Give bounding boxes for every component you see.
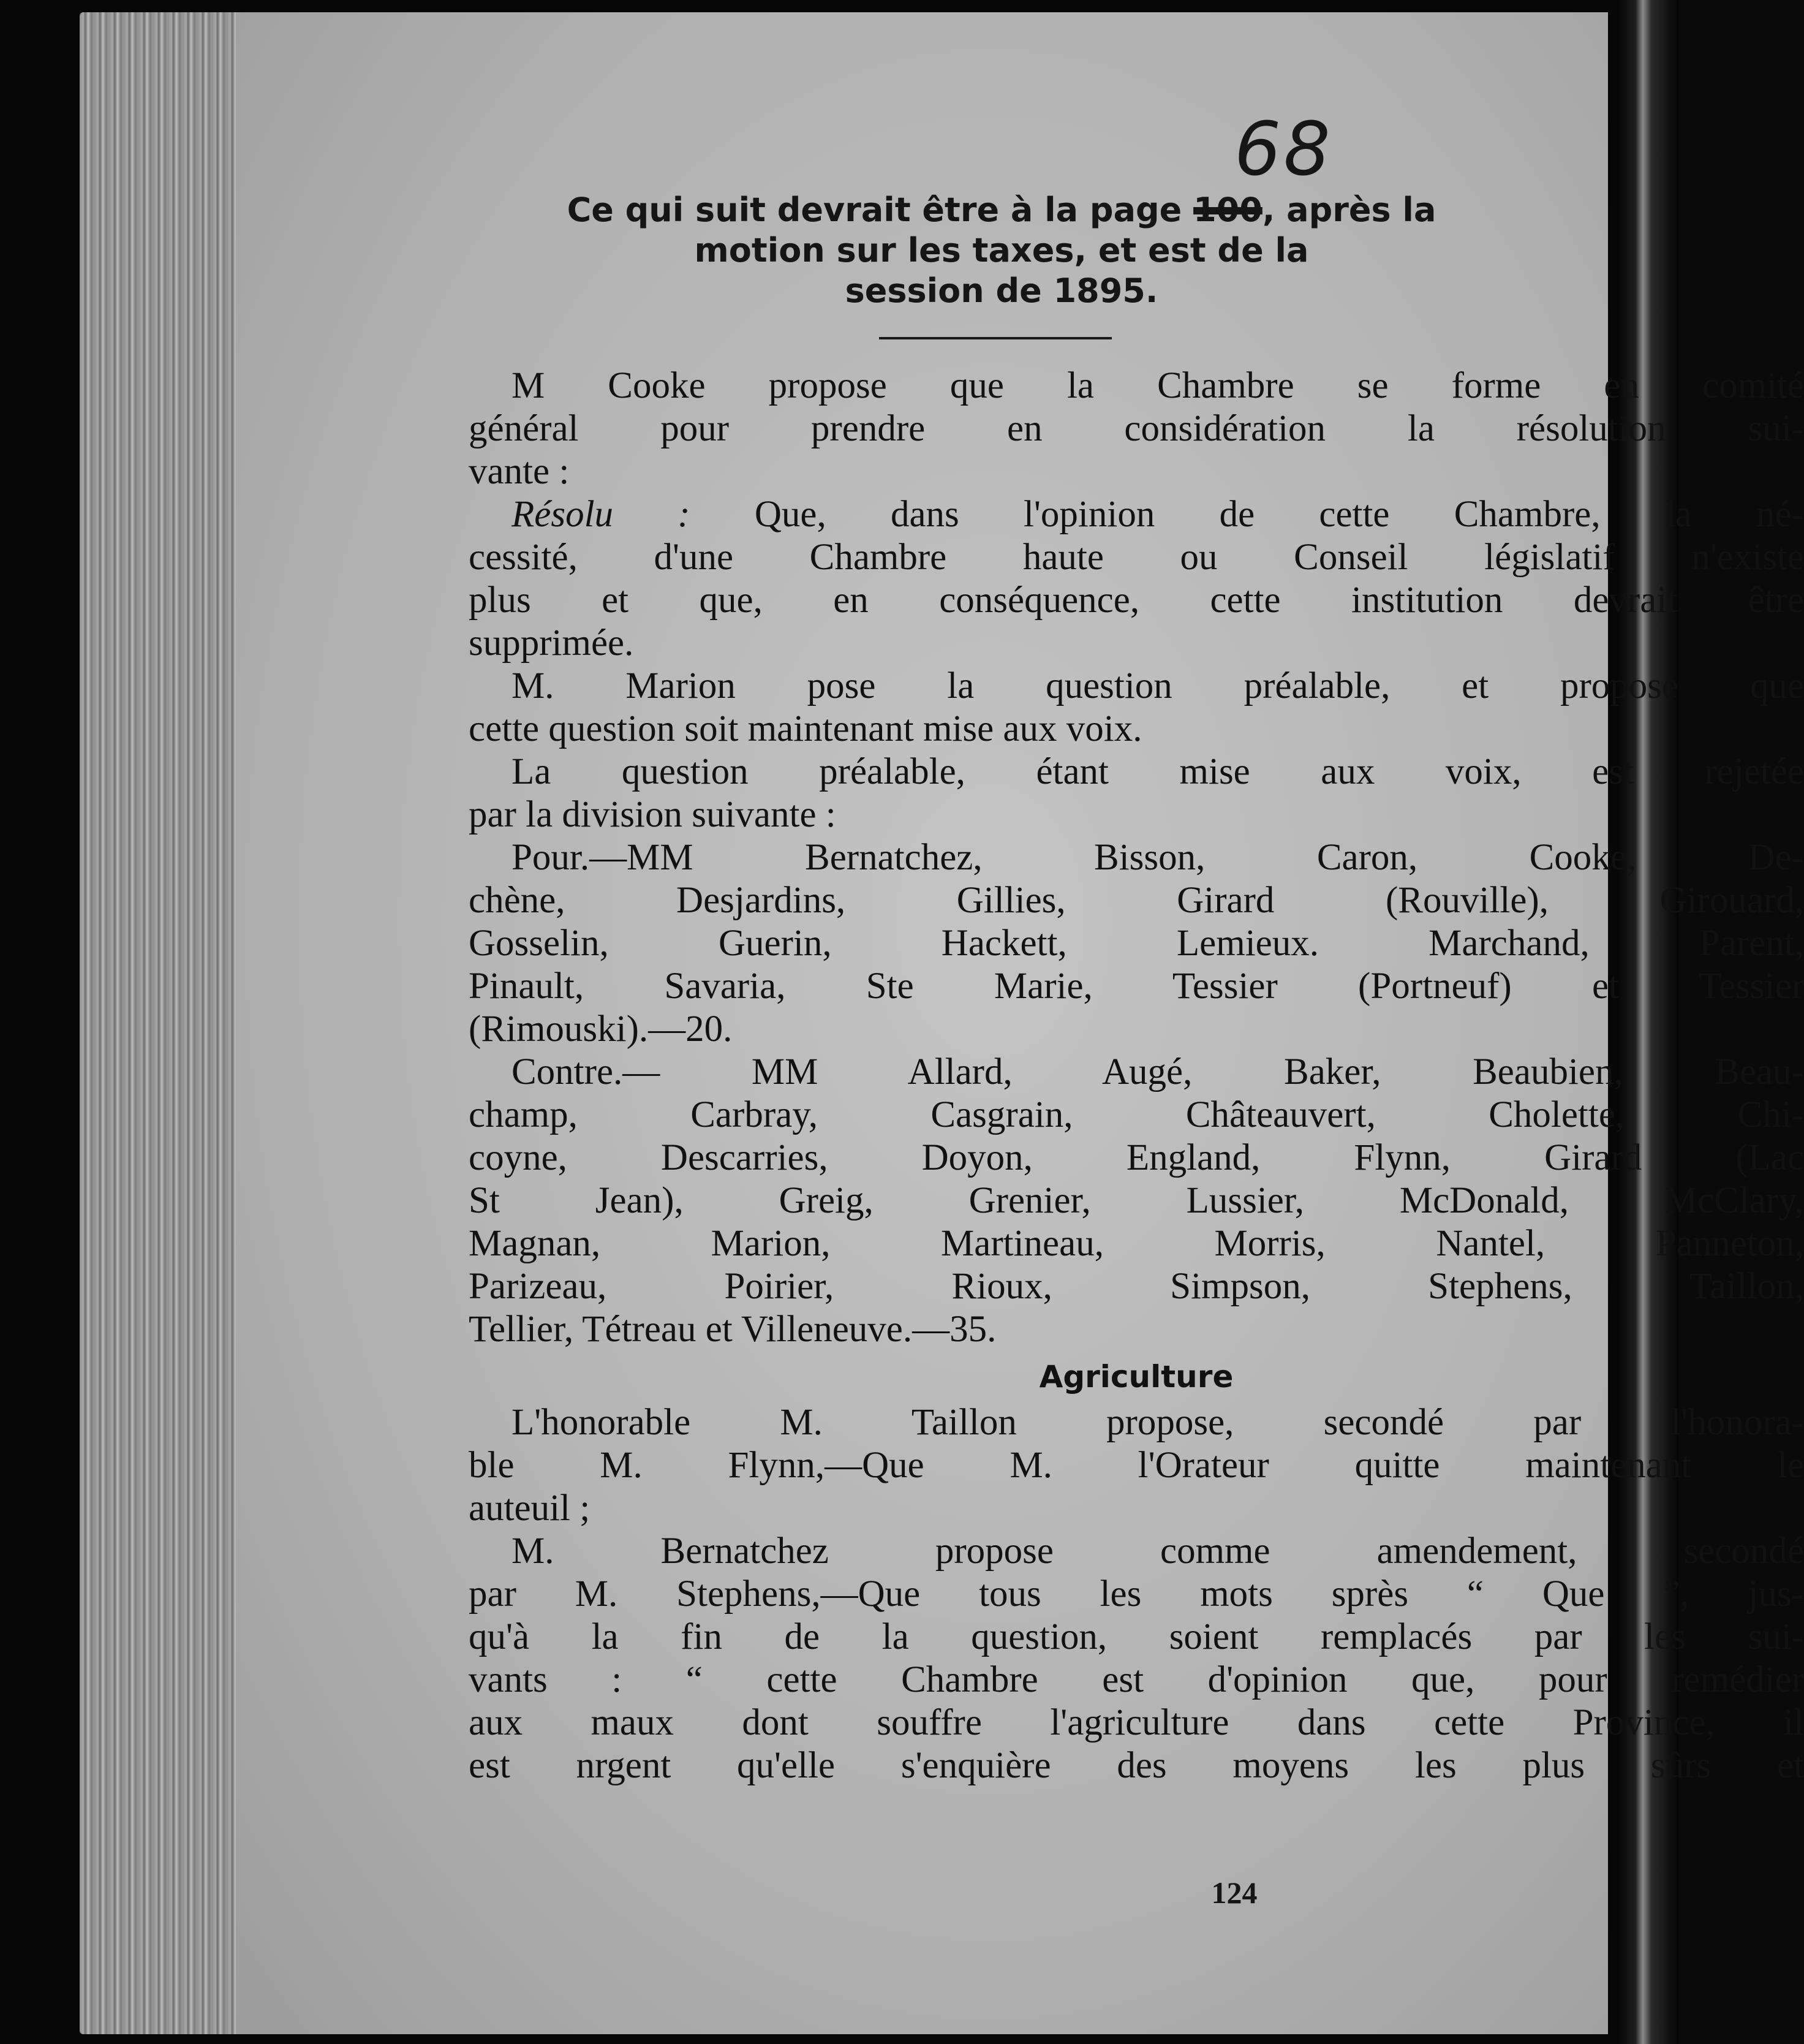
text-line: qu'à la fin de la question, soient remplacés par les sui- [469,1616,1804,1657]
stacked-page-edges [80,12,245,2034]
text-line: St Jean), Greig, Grenier, Lussier, McDonald, McClary, [469,1180,1804,1221]
text-line: est nrgent qu'elle s'enquière des moyens les plus sûrs et [469,1745,1804,1786]
struck-page-number: 100 [1193,191,1262,229]
text-line: aux maux dont souffre l'agriculture dans cette Province, il [469,1702,1804,1743]
text-line: La question préalable, étant mise aux voix, est rejetée [511,751,1804,792]
paragraph-resolu [469,493,1804,665]
page-number: 124 [1211,1876,1258,1910]
text-line: vants : “ cette Chambre est d'opinion que, pour remédier [469,1659,1804,1700]
text-line: supprimée. [469,623,634,664]
heading-line-1: Ce qui suit devrait être à la page 100, après la [567,191,1436,229]
text-line: Résolu : Que, dans l'opinion de cette Chambre, la né- [511,494,1804,535]
document-page [236,12,1804,2034]
text-line: M. Marion pose la question préalable, et propose que [511,665,1804,706]
notice-heading [420,190,1583,311]
paragraph-bernatchez [469,1530,1804,1787]
text-line: coyne, Descarries, Doyon, England, Flynn, Girard (Lac [469,1137,1804,1178]
handwritten-page-number: 68 [1234,107,1333,192]
text-line: général pour prendre en considération la résolution sui- [469,408,1804,449]
body-text [469,365,1804,1787]
text-line: vante : [469,451,570,492]
paragraph-contre-vote [469,1051,1804,1351]
text-line: plus et que, en conséquence, cette institution devrait être [469,580,1804,621]
text-line: L'honorable M. Taillon propose, secondé par l'honora- [511,1402,1804,1443]
text-line: M Cooke propose que la Chambre se forme en comité [511,365,1804,406]
paragraph-taillon [469,1401,1804,1530]
text-line: Contre.— MM Allard, Augé, Baker, Beaubien, Beau- [511,1051,1804,1092]
paragraph-pour-vote [469,836,1804,1051]
agriculture-heading: Agriculture [1039,1359,1234,1395]
text-line: par la division suivante : [469,794,836,835]
heading-divider [879,337,1112,339]
text-line: cessité, d'une Chambre haute ou Conseil législatif n'existe [469,537,1804,578]
text-line: par M. Stephens,—Que tous les mots sprès “ Que ”, jus- [469,1573,1804,1614]
text-line: Pinault, Savaria, Ste Marie, Tessier (Portneuf) et Tessier [469,966,1804,1007]
text-line: cette question soit maintenant mise aux voix. [469,708,1142,749]
heading-line-3: session de 1895. [845,271,1158,310]
text-line: Tellier, Tétreau et Villeneuve.—35. [469,1309,997,1350]
text-line: chène, Desjardins, Gillies, Girard (Rouville), Girouard, [469,880,1804,921]
text-line: auteuil ; [469,1488,591,1529]
text-line: (Rimouski).—20. [469,1009,733,1050]
text-line: Pour.—MM Bernatchez, Bisson, Caron, Cooke, De- [511,837,1804,878]
text-line: M. Bernatchez propose comme amendement, secondé [511,1531,1804,1572]
text-line: Magnan, Marion, Martineau, Morris, Nantel, Panneton, [469,1223,1804,1264]
text-line: champ, Carbray, Casgrain, Châteauvert, Cholette, Chi- [469,1094,1804,1135]
text-line: ble M. Flynn,—Que M. l'Orateur quitte maintenant le [469,1445,1804,1486]
text-line: Gosselin, Guerin, Hackett, Lemieux. Marchand, Parent, [469,923,1804,964]
paragraph-marion [469,665,1804,751]
paragraph-cooke [469,365,1804,493]
heading-line-2: motion sur les taxes, et est de la [694,231,1309,270]
paragraph-question [469,751,1804,836]
text-line: Parizeau, Poirier, Rioux, Simpson, Stephens, Taillon, [469,1266,1804,1307]
resolu-label: Résolu : [511,494,690,535]
